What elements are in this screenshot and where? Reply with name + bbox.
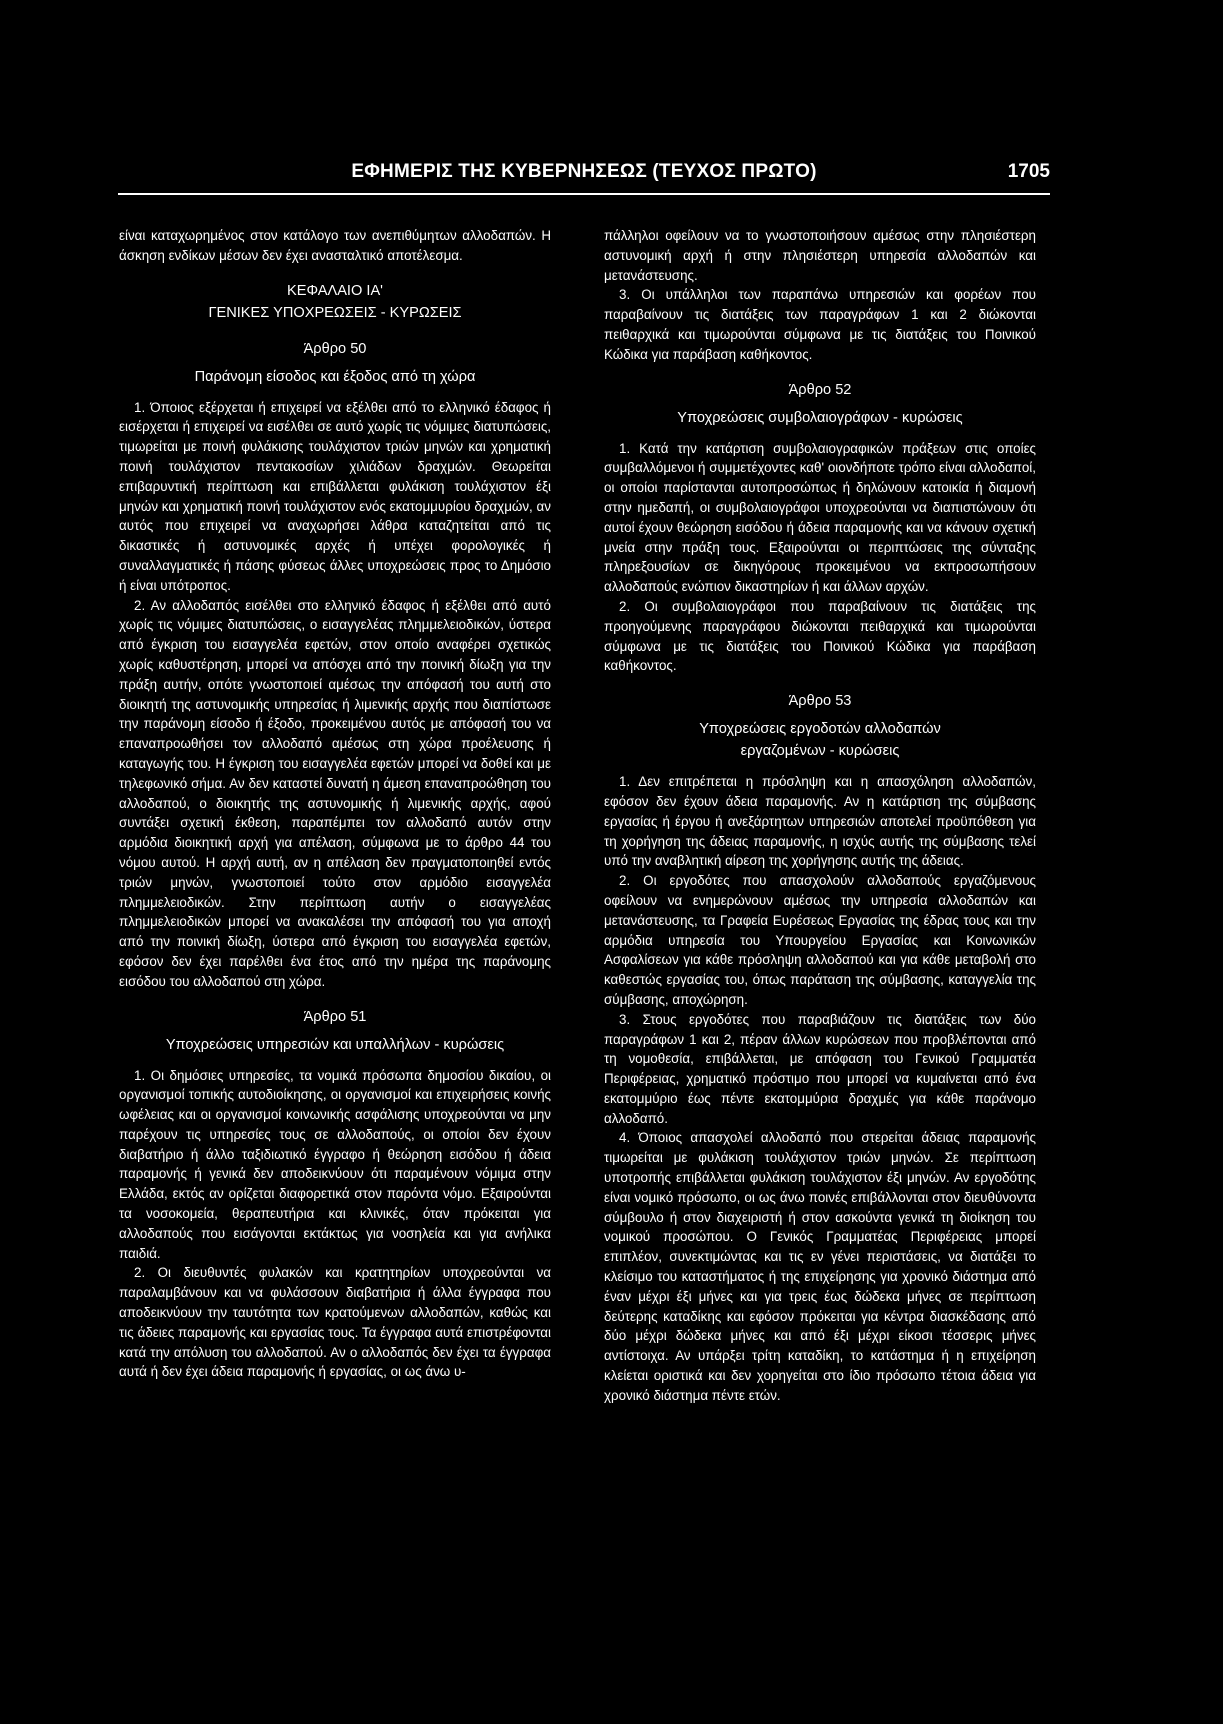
paragraph: 3. Στους εργοδότες που παραβιάζουν τις διατάξεις των δύο παραγράφων 1 και 2, πέραν άλλων κυρώσεων που προβλέπονται από τη νομοθεσία, επιβάλλεται, με απόφαση του Γενικού Γραμματέα Περιφέρειας, χρηματικό πρόστιμο που μπορεί να κυμαίνεται από ένα εκατομμύριο έως πέντε εκατομμύρια δραχμές για κάθε παράνομο αλλοδαπό. [604, 1011, 1036, 1126]
paragraph: είναι καταχωρημένος στον κατάλογο των ανεπιθύμητων αλλοδαπών. Η άσκηση ενδίκων μέσων δεν έχει ανασταλτικό αποτέλεσμα. [119, 228, 551, 263]
article-title-53-line2: εργαζομένων - κυρώσεις [740, 743, 900, 760]
paragraph: 2. Οι διευθυντές φυλακών και κρατητηρίων υποχρεούνται να παραλαμβάνουν και να φυλάσσουν διαβατήρια ή άλλα έγγραφα που αποδεικνύουν την ταυτότητα των κρατούμενων αλλοδαπών, καθώς και τις άδειες παραμονής και εργασίας τους. Τα έγγραφα αυτά επιστρέφονται κατά την απόλυση του αλλοδαπού. Αν ο αλλοδαπός δεν έχει τα έγγραφα αυτά ή δεν έχει άδεια παραμονής ή εργασίας, οι ως άνω υ- [119, 1265, 551, 1380]
left-column [119, 226, 551, 1706]
paragraph: 1. Κατά την κατάρτιση συμβολαιογραφικών πράξεων στις οποίες συμβαλλόμενοι ή συμμετέχοντες καθ' οιονδήποτε τρόπο είναι αλλοδαποί, οι οποίοι παρίστανται αυτοπροσώπως ή δηλώνουν κατοικία ή διαμονή στην ημεδαπή, οι συμβολαιογράφοι υποχρεούνται να διαπιστώνουν ότι αυτοί έχουν θεώρηση εισόδου ή άδεια παραμονής και να κάνουν σχετική μνεία στην πράξη τους. Εξαιρούνται οι περιπτώσεις της σύνταξης πληρεξουσίων σε δικηγόρους προκειμένου να εκπροσωπήσουν αλλοδαπούς ενώπιον δικαστηρίων ή και άλλων αρχών. [604, 440, 1036, 595]
article-title-52: Υποχρεώσεις συμβολαιογράφων - κυρώσεις [677, 409, 963, 426]
paragraph: 2. Οι εργοδότες που απασχολούν αλλοδαπούς εργαζόμενους οφείλουν να ενημερώνουν αμέσως την υπηρεσία αλλοδαπών και μετανάστευσης, τα Γραφεία Ευρέσεως Εργασίας της έδρας τους και την αρμόδια υπηρεσία του Υπουργείου Εργασίας και Κοινωνικών Ασφαλίσεων για κάθε πρόσληψη αλλοδαπού και για κάθε μεταβολή στο καθεστώς εργασίας του, όπως παράταση της σύμβασης, καταγγελία της σύμβασης, αποχώρηση. [604, 873, 1036, 1007]
article-title-53-line1: Υποχρεώσεις εργοδοτών αλλοδαπών [699, 721, 941, 738]
page-header [118, 155, 1050, 195]
article-heading-51: Άρθρο 51 [303, 1008, 367, 1025]
article-title-51: Υποχρεώσεις υπηρεσιών και υπαλλήλων - κυρώσεις [165, 1036, 505, 1053]
chapter-title: ΓΕΝΙΚΕΣ ΥΠΟΧΡΕΩΣΕΙΣ - ΚΥΡΩΣΕΙΣ [208, 304, 462, 321]
right-column [604, 226, 1036, 1706]
paragraph: 1. Όποιος εξέρχεται ή επιχειρεί να εξέλθει από το ελληνικό έδαφος ή εισέρχεται ή επιχειρεί να εισέλθει σε αυτό χωρίς τις νόμιμες διατυπώσεις, τιμωρείται με ποινή φυλάκισης τουλάχιστον τριών μηνών και χρηματική ποινή τουλάχιστον πεντακοσίων χιλιάδων δραχμών. Θεωρείται επιβαρυντική περίπτωση και επιβάλλεται φυλάκιση τουλάχιστον έξι μηνών και χρηματική ποινή τουλάχιστον ενός εκατομμυρίου δραχμών, αν αυτός που επιχειρεί να αναχωρήσει λάθρα καταζητείται από τις δικαστικές ή αστυνομικές αρχές ή υπέχει φορολογικές ή συναλλαγματικές ή πάσης φύσεως άλλες υποχρεώσεις προς το Δημόσιο ή είναι υπότροπος. [119, 399, 551, 593]
header-rule [118, 193, 1050, 195]
chapter-heading: ΚΕΦΑΛΑΙΟ ΙΑ' [287, 282, 383, 299]
page-number: 1705 [1007, 161, 1050, 182]
paragraph: 3. Οι υπάλληλοι των παραπάνω υπηρεσιών και φορέων που παραβαίνουν τις διατάξεις των παραγράφων 1 και 2 διώκονται πειθαρχικά και τιμωρούνται σύμφωνα με τις διατάξεις του Ποινικού Κώδικα για παράβαση καθήκοντος. [604, 287, 1036, 362]
article-heading-53: Άρθρο 53 [788, 693, 852, 710]
paragraph: πάλληλοι οφείλουν να το γνωστοποιήσουν αμέσως στην πλησιέστερη αστυνομική αρχή ή στην πλησιέστερη υπηρεσία αλλοδαπών και μετανάστευσης. [604, 228, 1036, 283]
paragraph: 2. Οι συμβολαιογράφοι που παραβαίνουν τις διατάξεις της προηγούμενης παραγράφου διώκονται πειθαρχικά και τιμωρούνται σύμφωνα με τις διατάξεις του Ποινικού Κώδικα για παράβαση καθήκοντος. [604, 598, 1036, 674]
paragraph: 1. Οι δημόσιες υπηρεσίες, τα νομικά πρόσωπα δημοσίου δικαίου, οι οργανισμοί τοπικής αυτοδιοίκησης, οι οργανισμοί και επιχειρήσεις κοινής ωφέλειας και οι οργανισμοί κοινωνικής ασφάλισης υποχρεούνται να μην παρέχουν τις υπηρεσίες τους σε αλλοδαπούς, οι οποίοι δεν έχουν διαβατήριο ή άλλο ταξιδιωτικό έγγραφο ή θεώρηση εισόδου ή άδεια παραμονής ή γενικά δεν αποδεικνύουν ότι παραμένουν νόμιμα στην Ελλάδα, εκτός αν ορίζεται διαφορετικά στον παρόντα νόμο. Εξαιρούνται τα νοσοκομεία, θεραπευτήρια και κλινικές, όταν πρόκειται για αλλοδαπούς που εισάγονται εκτάκτως για νοσηλεία και για ανήλικα παιδιά. [119, 1067, 551, 1261]
gazette-title: ΕΦΗΜΕΡΙΣ ΤΗΣ ΚΥΒΕΡΝΗΣΕΩΣ (ΤΕΥΧΟΣ ΠΡΩΤΟ) [351, 161, 817, 182]
paragraph: 2. Αν αλλοδαπός εισέλθει στο ελληνικό έδαφος ή εξέλθει από αυτό χωρίς τις νόμιμες διατυπώσεις, ο εισαγγελέας πλημμελειοδικών, ύστερα από έγκριση του εισαγγελέα εφετών, στον οποίο αναφέρει σχετικώς χωρίς καθυστέρηση, μπορεί να απόσχει από την ποινική δίωξη για την πράξη αυτήν, οπότε γνωστοποιεί αμέσως την απόφασή του αυτή στο διοικητή της αστυνομικής υπηρεσίας ή λιμενικής αρχής που διαπίστωσε την παράνομη είσοδο ή έξοδο, προκειμένου αυτός με απόφασή του να επαναπροωθήσει τον αλλοδαπό αμέσως στη χώρα προέλευσης ή καταγωγής του. Η έγκριση του εισαγγελέα εφετών μπορεί να δοθεί και με τηλεφωνικό σήμα. Αν δεν καταστεί δυνατή η άμεση επαναπροώθηση του αλλοδαπού, ο διοικητής της αστυνομικής ή λιμενικής αρχής, αφού συντάξει σχετική έκθεση, παραπέμπει τον αλλοδαπό αυτόν στην αρμόδια διοικητική αρχή για απέλαση, σύμφωνα με το άρθρο 44 του νόμου αυτού. Η αρχή αυτή, αν η απέλαση δεν πραγματοποιηθεί εντός τριών μηνών, γνωστοποιεί τούτο στον αρμόδιο εισαγγελέα πλημμελειοδικών. Στην περίπτωση αυτήν ο εισαγγελέας πλημμελειοδικών μπορεί να ανακαλέσει την απόφασή του για αποχή από την ποινική δίωξη, ύστερα από έγκριση του εισαγγελέα εφετών, εφόσον δεν έχει παρέλθει ένα έτος από την ημέρα της παράνομης εισόδου του αλλοδαπού στη χώρα. [119, 597, 551, 989]
article-heading-52: Άρθρο 52 [788, 381, 852, 398]
article-heading-50: Άρθρο 50 [303, 340, 367, 357]
paragraph: 4. Όποιος απασχολεί αλλοδαπό που στερείται άδειας παραμονής τιμωρείται με φυλάκιση τουλάχιστον τριών μηνών. Σε περίπτωση υποτροπής επιβάλλεται φυλάκιση τουλάχιστον έξι μηνών. Αν εργοδότης είναι νομικό πρόσωπο, οι ως άνω ποινές επιβάλλονται στον διευθύνοντα σύμβουλο ή στον διαχειριστή ή στον ασκούντα γενικά τη διοίκηση του νομικού προσώπου. Ο Γενικός Γραμματέας Περιφέρειας μπορεί επιπλέον, συνεκτιμώντας και τις εν γένει περιστάσεις, να διατάξει το κλείσιμο του καταστήματος ή της επιχείρησης για χρονικό διάστημα από έναν μέχρι έξι μήνες και για τρεις έως δώδεκα μήνες σε περίπτωση δεύτερης καταδίκης και εφόσον πρόκειται για κέντρα διασκέδασης από δύο μέχρι δώδεκα μήνες και από έξι μέχρι είκοσι τέσσερις μήνες αντίστοιχα. Αν υπάρξει τρίτη καταδίκη, το κατάστημα ή η επιχείρηση κλείεται οριστικά και δεν χορηγείται στο ίδιο πρόσωπο τέτοια άδεια για χρονικό διάστημα πέντε ετών. [604, 1130, 1036, 1403]
article-title-50: Παράνομη είσοδος και έξοδος από τη χώρα [194, 368, 476, 385]
paragraph: 1. Δεν επιτρέπεται η πρόσληψη και η απασχόληση αλλοδαπών, εφόσον δεν έχουν άδεια παραμονής. Αν η κατάρτιση της σύμβασης εργασίας ή έργου ή ανεξάρτητων υπηρεσιών αποτελεί προϋπόθεση για τη χορήγηση της άδειας παραμονής, η ισχύς αυτής της σύμβασης τελεί υπό την αναβλητική αίρεση της χορήγησης αυτής της άδειας. [604, 774, 1036, 869]
